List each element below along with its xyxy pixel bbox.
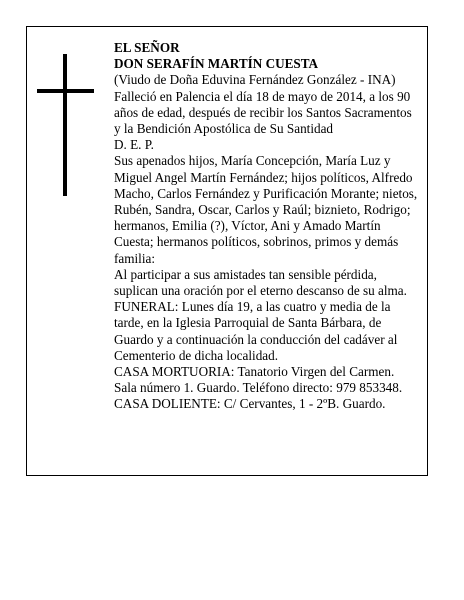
cross-vertical-bar [63,54,67,196]
cross-horizontal-bar [37,89,94,93]
notice-text-block [114,40,420,413]
funeral-paragraph: FUNERAL: Lunes día 19, a las cuatro y media de la tarde, en la Iglesia Parroquial de Santa Bárbara, de Guardo y a continuación la conducción del cadáver al Cementerio de dicha localidad. [114,299,398,363]
family-paragraph: Sus apenados hijos, María Concepción, María Luz y Miguel Angel Martín Fernández; hijos políticos, Alfredo Macho, Carlos Fernández y Purificación Morante; nietos, Rubén, Sandra, Oscar, Carlos y Raúl; biznieto, Rodrigo; hermanos, Emilia (?), Víctor, Ani y Amado Martín Cuesta; hermanos políticos, sobrinos, primos y demás familia: [114,153,418,266]
notice-title-line1: EL SEÑOR [114,40,180,55]
widower-line: (Viudo de Doña Eduvina Fernández González - INA) [114,72,396,88]
deceased-name: DON SERAFÍN MARTÍN CUESTA [114,56,319,72]
rip-line: D. E. P. [114,137,154,153]
mortuary-paragraph: CASA MORTUORIA: Tanatorio Virgen del Carmen. Sala número 1. Guardo. Teléfono directo: 979 853348. [114,364,403,396]
death-paragraph: Falleció en Palencia el día 18 de mayo de 2014, a los 90 años de edad, después de recibir los Santos Sacramentos y la Bendición Apostólica de Su Santidad [114,88,412,137]
request-paragraph: Al participar a sus amistades tan sensible pérdida, suplican una oración por el eterno descanso de su alma. [114,266,407,299]
mourning-house-paragraph: CASA DOLIENTE: C/ Cervantes, 1 - 2ºB. Guardo. [114,396,386,412]
